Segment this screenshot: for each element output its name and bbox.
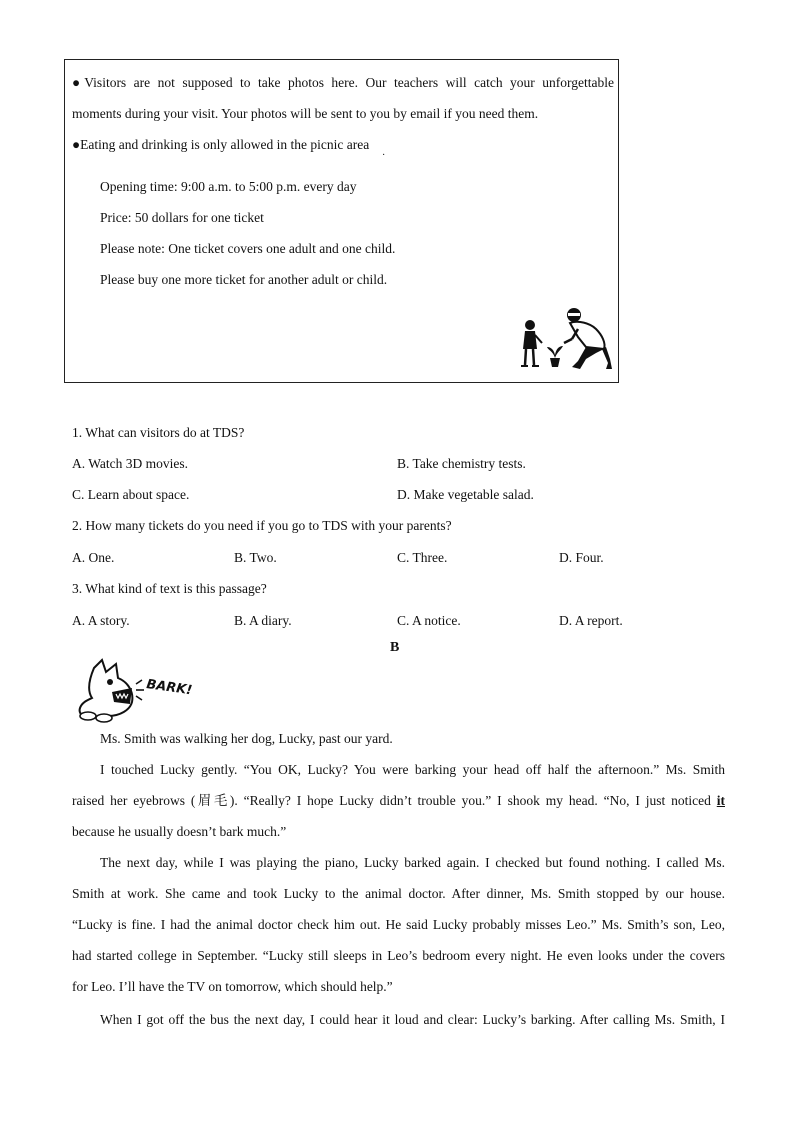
question-3-option-a[interactable]: A. A story. [72, 613, 130, 628]
question-3-option-d[interactable]: D. A report. [559, 613, 623, 628]
question-3-option-b[interactable]: B. A diary. [234, 613, 292, 628]
question-3-option-c[interactable]: C. A notice. [397, 613, 461, 628]
notice-rule-photos-line2: moments during your visit. Your photos will be sent to you by email if you need them. [72, 106, 539, 121]
adult-child-plant-illustration [516, 303, 614, 373]
question-2-option-a[interactable]: A. One. [72, 550, 115, 565]
notice-opening-time: Opening time: 9:00 a.m. to 5:00 p.m. every day [100, 179, 357, 194]
barking-dog-illustration [72, 658, 194, 722]
passage-b-paragraph-4-line-1: When I got off the bus the next day, I could hear it loud and clear: Lucky’s barking. After calling Ms. Smith, I [100, 1012, 725, 1027]
notice-rule-photos-line1: ●Visitors are not supposed to take photos here. Our teachers will catch your unforgettable [72, 75, 614, 90]
passage-b-paragraph-2-line-3: because he usually doesn’t bark much.” [72, 824, 287, 839]
notice-note-1: Please note: One ticket covers one adult and one child. [100, 241, 396, 256]
question-1-option-c[interactable]: C. Learn about space. [72, 487, 190, 502]
notice-note-2: Please buy one more ticket for another adult or child. [100, 272, 388, 287]
passage-b-paragraph-2-line-2-text: raised her eyebrows (眉毛). “Really? I hope Lucky didn’t trouble you.” I shook my head. “No, I just noticed [72, 793, 717, 808]
question-2: 2. How many tickets do you need if you go to TDS with your parents? [72, 518, 452, 533]
passage-b-paragraph-3-line-5: for Leo. I’ll have the TV on tomorrow, which should help.” [72, 979, 393, 994]
question-1: 1. What can visitors do at TDS? [72, 425, 245, 440]
question-2-option-d[interactable]: D. Four. [559, 550, 604, 565]
passage-b-paragraph-3-line-1: The next day, while I was playing the piano, Lucky barked again. I checked but found nothing. I called Ms. [100, 855, 725, 870]
section-b-heading: B [390, 640, 400, 655]
notice-price: Price: 50 dollars for one ticket [100, 210, 264, 225]
bark-lettering: BARK! [145, 677, 194, 699]
passage-b-paragraph-3-line-3: “Lucky is fine. I had the animal doctor check him out. He said Lucky probably misses Leo.” Ms. Smith’s son, Leo, [72, 917, 725, 932]
question-2-option-c[interactable]: C. Three. [397, 550, 448, 565]
passage-b-paragraph-1: Ms. Smith was walking her dog, Lucky, past our yard. [100, 731, 393, 746]
notice-rule-eating: ●Eating and drinking is only allowed in the picnic area [72, 137, 370, 152]
question-3: 3. What kind of text is this passage? [72, 581, 267, 596]
question-1-option-d[interactable]: D. Make vegetable salad. [397, 487, 534, 502]
passage-b-paragraph-3-line-2: Smith at work. She came and took Lucky to the animal doctor. After dinner, Ms. Smith stopped by our house. [72, 886, 725, 901]
passage-b-paragraph-2-line-2 [72, 793, 725, 809]
underlined-word-it: it [716, 793, 725, 808]
passage-b-paragraph-3-line-4: had started college in September. “Lucky still sleeps in Leo’s bedroom every night. He even looks under the covers [72, 948, 725, 963]
question-1-option-b[interactable]: B. Take chemistry tests. [397, 456, 526, 471]
stray-mark: · [382, 150, 386, 161]
passage-b-paragraph-2-line-1: I touched Lucky gently. “You OK, Lucky? You were barking your head off half the afternoon.” Ms. Smith [100, 762, 725, 777]
question-1-option-a[interactable]: A. Watch 3D movies. [72, 456, 189, 471]
question-2-option-b[interactable]: B. Two. [234, 550, 277, 565]
